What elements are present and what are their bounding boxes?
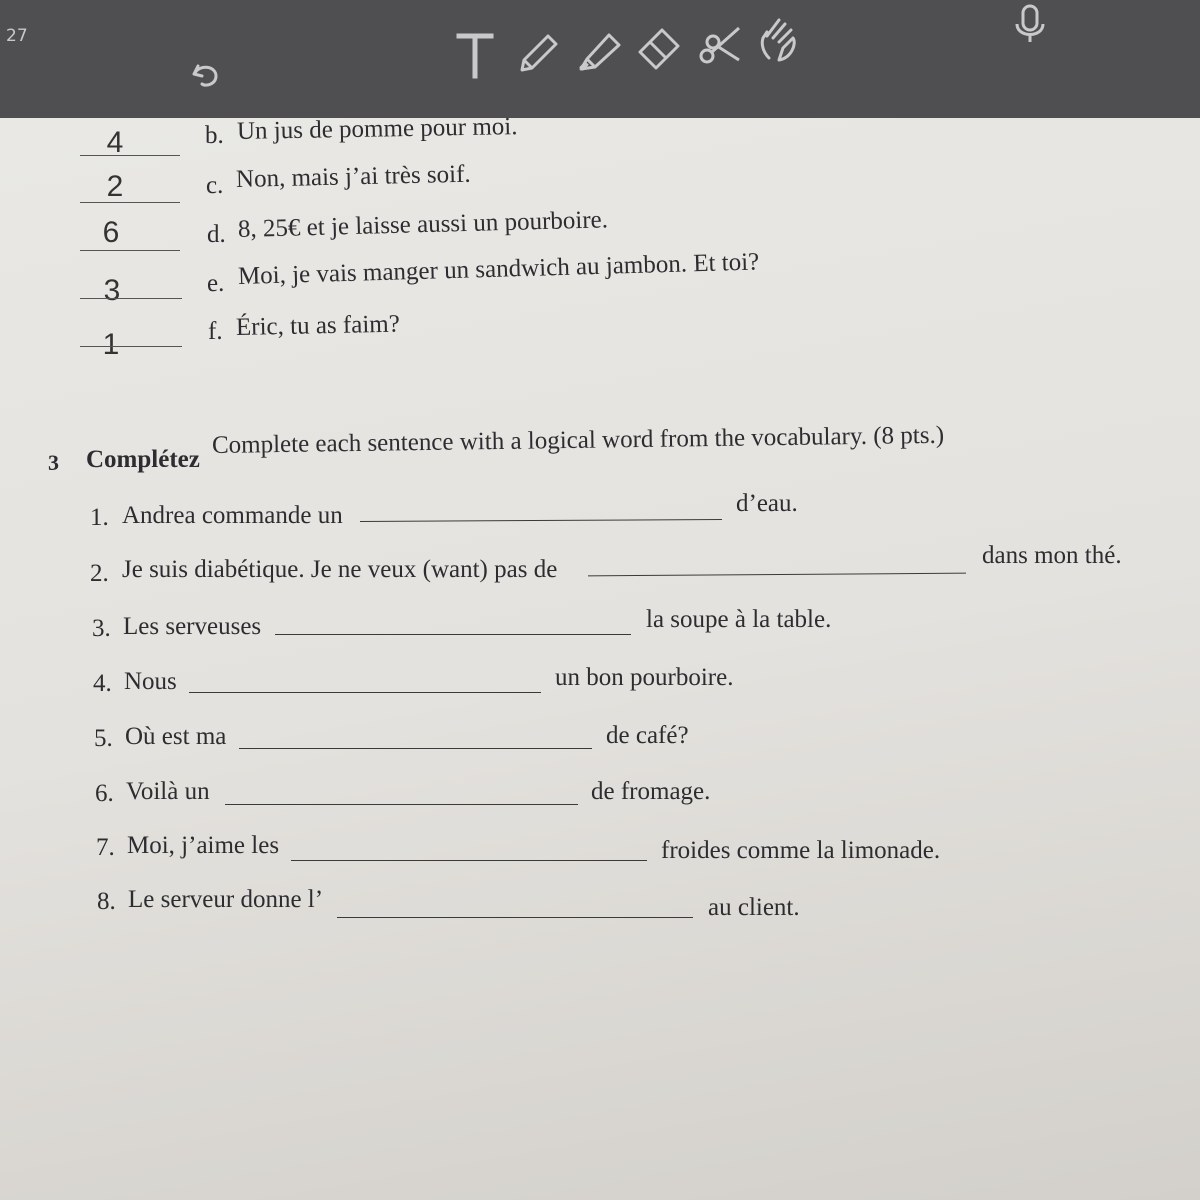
sentence-number: 2. [90, 560, 109, 587]
answer-blank[interactable] [588, 573, 966, 577]
pen-icon[interactable] [512, 28, 562, 78]
answer-blank[interactable] [189, 692, 541, 693]
sentence-after: d’eau. [736, 490, 798, 517]
sentence-before: Où est ma [125, 723, 227, 750]
sentence-after: dans mon thé. [982, 542, 1122, 569]
answer-blank[interactable] [225, 804, 578, 805]
section-number: 3 [48, 450, 59, 475]
scissors-icon[interactable] [695, 20, 745, 70]
sentence-before: Voilà un [126, 778, 210, 805]
sentence-before: Les serveuses [123, 613, 262, 640]
sentence-after: un bon pourboire. [555, 664, 734, 691]
eraser-icon[interactable] [634, 24, 684, 74]
answer-blank[interactable] [360, 519, 722, 522]
sentence-before: Nous [124, 668, 177, 695]
sentence-number: 4. [93, 670, 112, 697]
item-letter: b. [205, 122, 224, 149]
answer-4: 3 [103, 274, 121, 307]
sentence-number: 7. [96, 834, 115, 861]
answer-blank[interactable] [239, 748, 592, 749]
sentence-before: Le serveur donne l’ [128, 886, 324, 913]
item-letter: f. [208, 318, 223, 345]
sentence-before: Je suis diabétique. Je ne veux (want) pas de [122, 556, 558, 583]
sentence-number: 1. [90, 504, 109, 531]
highlighter-icon[interactable] [573, 25, 625, 77]
sentence-number: 3. [92, 615, 111, 642]
answer-line [80, 155, 180, 156]
undo-icon[interactable] [188, 56, 224, 92]
answer-line [80, 250, 180, 251]
sentence-after: la soupe à la table. [646, 606, 832, 633]
worksheet-page [0, 113, 1200, 1200]
answer-line [80, 202, 180, 203]
sentence-after: de fromage. [591, 778, 711, 805]
item-text: Non, mais j’ai très soif. [235, 160, 471, 193]
sentence-number: 6. [95, 780, 114, 807]
sentence-number: 8. [97, 888, 116, 915]
answer-1: 4 [106, 126, 124, 159]
text-tool-icon[interactable] [455, 30, 495, 80]
answer-line [80, 298, 182, 299]
sentence-after: de café? [606, 722, 689, 749]
sentence-before: Moi, j’aime les [127, 832, 280, 859]
item-text: Moi, je vais manger un sandwich au jambon. Et toi? [237, 248, 760, 290]
sentence-before: Andrea commande un [122, 502, 343, 529]
item-text: 8, 25€ et je laisse aussi un pourboire. [237, 206, 609, 243]
answer-blank[interactable] [275, 634, 631, 635]
sentence-number: 5. [94, 725, 113, 752]
sentence-after: au client. [708, 894, 800, 921]
annotation-toolbar [0, 0, 1200, 118]
section-title: Complétez [86, 446, 200, 473]
answer-2: 2 [106, 170, 124, 203]
item-letter: d. [207, 221, 226, 248]
sentence-after: froides comme la limonade. [661, 837, 941, 864]
hand-icon[interactable] [757, 14, 803, 64]
microphone-icon[interactable] [1012, 4, 1048, 44]
section-instructions: Complete each sentence with a logical word from the vocabulary. (8 pts.) [211, 421, 945, 459]
answer-blank[interactable] [337, 917, 693, 918]
item-letter: e. [207, 270, 225, 297]
answer-3: 6 [102, 216, 120, 249]
item-text: Un jus de pomme pour moi. [236, 113, 518, 145]
answer-blank[interactable] [291, 860, 647, 861]
item-text: Éric, tu as faim? [235, 310, 401, 341]
page-indicator: 27 [6, 26, 28, 46]
answer-5: 1 [102, 328, 120, 361]
answer-line [80, 346, 182, 347]
item-letter: c. [206, 172, 224, 199]
